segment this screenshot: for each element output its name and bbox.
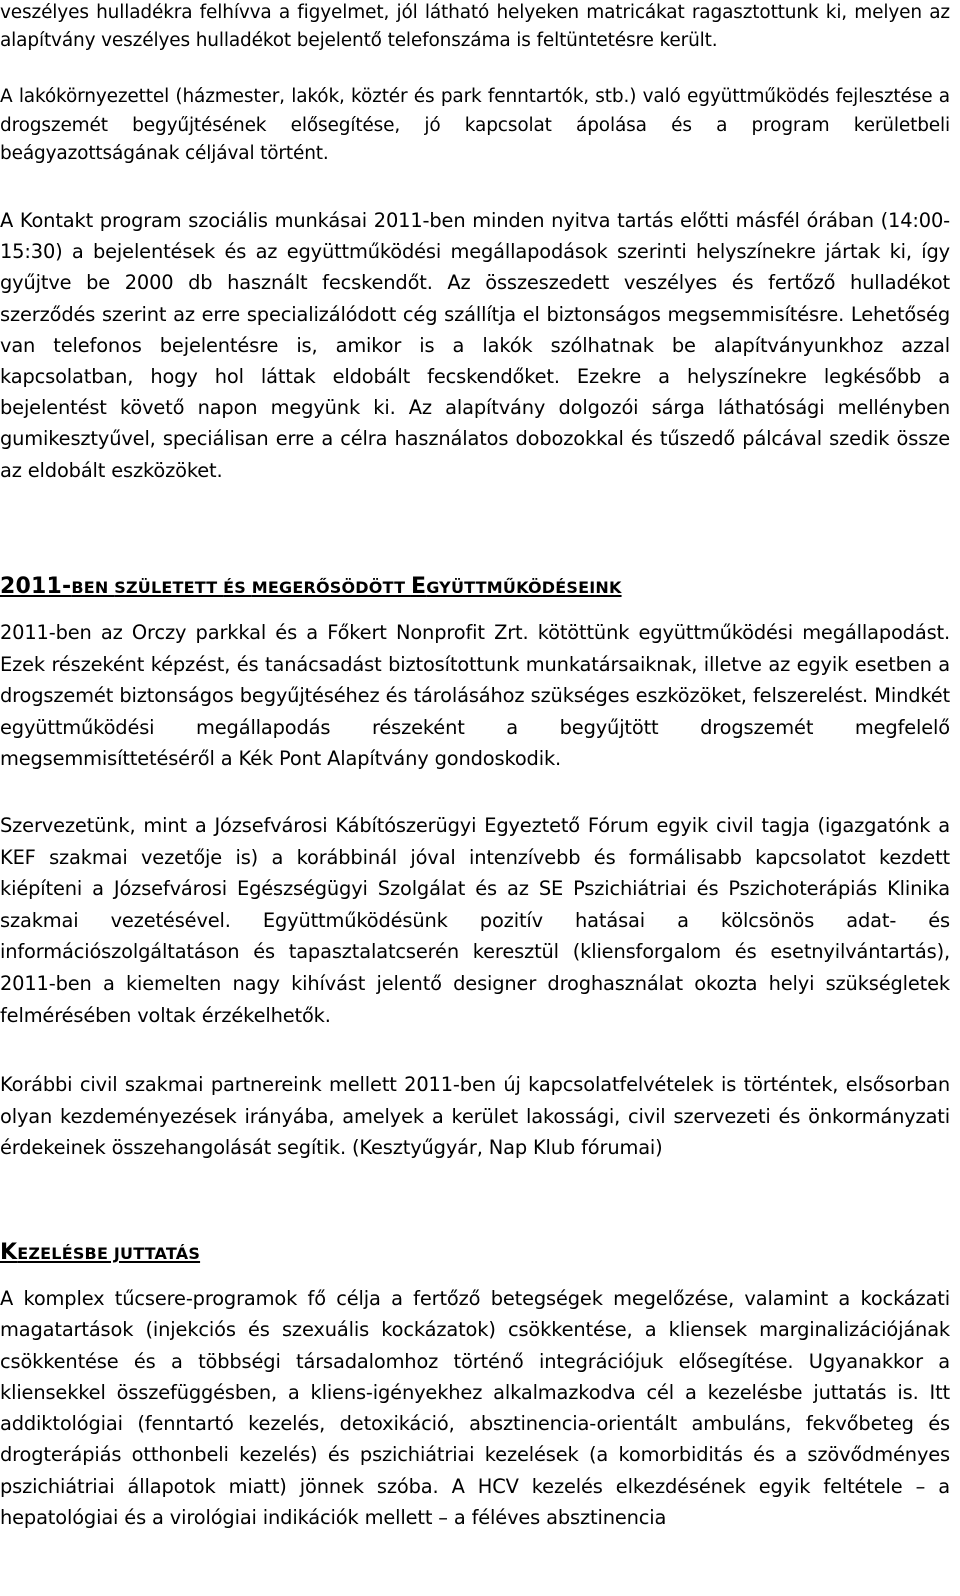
paragraph-tucsere-program: A komplex tűcsere-programok fő célja a fertőző betegségek megelőzése, valamint a kockázati magatartások (injekciós és szexuális kockázatok) csökkentése, a kliensek marginalizációjának csökkentése és a többségi társadalomhoz történő integrációjuk elősegítése. Ugyanakkor a kliensekkel összefüggésben, a kliens-igényekhez alkalmazkodva cél a kezelésbe juttatás is. Itt addiktológiai (fenntartó kezelés, detoxikáció, absztinencia-orientált ambuláns, fekvőbeteg és drogterápiás otthonbeli kezelés) és pszichiátriai kezelések (a komorbiditás és a szövődményes pszichiátriai állapotok miatt) jönnek szóba. A HCV kezelés elkezdésének egyik feltétele – a hepatológiai és a virológiai indikációk mellett – a féléves absztinencia	[0, 1287, 950, 1530]
heading-part: E	[410, 574, 427, 599]
heading-part: 2011-	[0, 574, 72, 599]
heading-part: SZÜLETETT	[114, 578, 224, 597]
paragraph-orczy-park: 2011-ben az Orczy parkkal és a Főkert Nonprofit Zrt. kötöttünk együttműködési megállapodást. Ezek részeként képzést, és tanácsadást biztosítottunk munkatársaiknak, illetve az egyik esetben a drogszemét biztonságos begyűjtéséhez és tárolásához szükséges eszközöket, felszerelést. Mindkét együttműködési megállapodás részeként a begyűjtött drogszemét megfelelő megsemmisíttetéséről a Kék Pont Alapítvány gondoskodik.	[0, 621, 950, 771]
section-heading-egyuttmukodesek	[0, 572, 950, 603]
section-heading-kezelesbe-juttatas	[0, 1238, 950, 1269]
heading-part: EZELÉSBE JUTTATÁS	[17, 1244, 201, 1263]
paragraph-kontakt-program: A Kontakt program szociális munkásai 2011-ben minden nyitva tartás előtti másfél órában (14:00-15:30) a bejelentések és az együttműködési megállapodások szerinti helyszínekre jártak ki, így gyűjtve be 2000 db használt fecskendőt. Az összeszedett veszélyes és fertőző hulladékot szerződés szerint az erre specializálódott cég szállítja el biztonságos megsemmisítésre. Lehetőség van telefonos bejelentésre is, amikor is a lakók szólhatnak be alapítványunkhoz azzal kapcsolatban, hogy hol láttak eldobált fecskendőket. Ezekre a helyszínekre legkésőbb a bejelentést követő napon megyünk ki. Az alapítvány dolgozói sárga láthatósági mellényben gumikesztyűvel, speciálisan erre a célra használatos dobozokkal és tűszedő pálcával szedik össze az eldobált eszközöket.	[0, 209, 950, 482]
heading-part: MEGERŐSÖDÖTT	[251, 578, 411, 597]
paragraph-kef: Szervezetünk, mint a Józsefvárosi Kábítószerügyi Egyeztető Fórum egyik civil tagja (igazgatónk a KEF szakmai vezetője is) a korábbinál jóval intenzívebb és formálisabb kapcsolatot kezdett kiépíteni a Józsefvárosi Egészségügyi Szolgálat és az SE Pszichiátriai és Pszichoterápiás Klinika szakmai vezetésével. Együttműködésünk pozitív hatásai a kölcsönös adat- és információszolgáltatáson és tapasztalatcserén keresztül (kliensforgalom és esetnyilvántartás), 2011-ben a kiemelten nagy kihívást jelentő designer droghasználat okozta helyi szükségletek felmérésében voltak érzékelhetők.	[0, 814, 950, 1027]
paragraph-matrica: veszélyes hulladékra felhívva a figyelmet, jól látható helyeken matricákat ragasztottunk ki, melyen az alapítvány veszélyes hulladékot bejelentő telefonszáma is feltüntetésre került.	[0, 2, 950, 51]
paragraph-lakokornyezet: A lakókörnyezettel (házmester, lakók, köztér és park fenntartók, stb.) való együttműködés fejlesztése a drogszemét begyűjtésének elősegítése, jó kapcsolat ápolása és a program kerületbeli beágyazottságának céljával történt.	[0, 86, 950, 164]
heading-part: K	[0, 1240, 18, 1265]
paragraph-civil-partnerek: Korábbi civil szakmai partnereink mellett 2011-ben új kapcsolatfelvételek is történtek, elsősorban olyan kezdeményezések irányába, amelyek a kerület lakossági, civil szervezeti és önkormányzati érdekeinek összehangolását segítik. (Kesztyűgyár, Nap Klub fórumai)	[0, 1073, 950, 1160]
heading-part: ÉS	[223, 578, 252, 597]
heading-part: GYÜTTMŰKÖDÉSEINK	[426, 578, 622, 597]
heading-part: BEN	[71, 578, 115, 597]
